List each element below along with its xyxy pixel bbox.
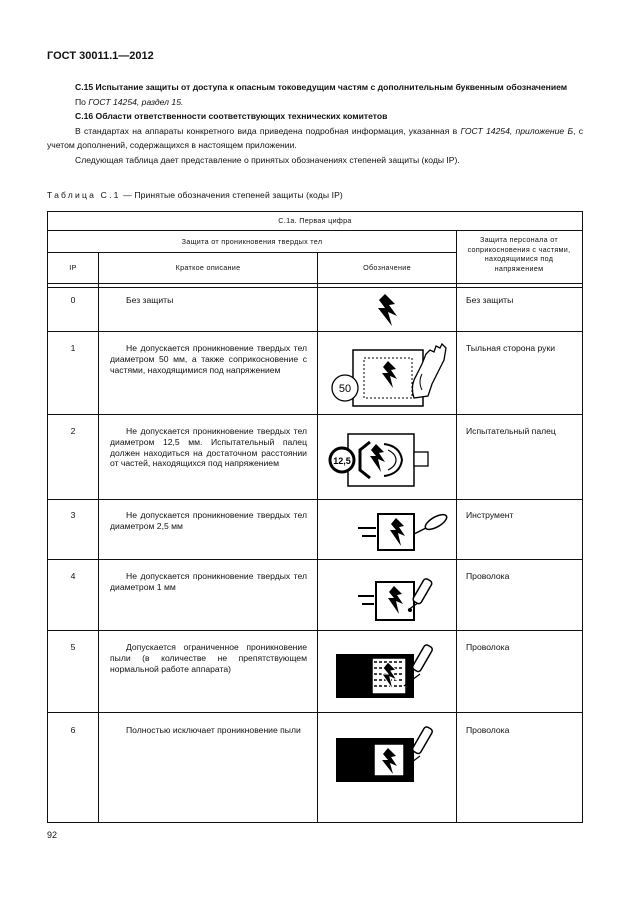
ip-value: 0: [70, 295, 76, 305]
row-protection: Испытательный палец: [466, 426, 556, 436]
c16-title: С.16 Области ответственности соответствующих технических комитетов: [75, 111, 388, 122]
col-header-ip: IP: [69, 263, 77, 272]
icon-label-50: 50: [338, 383, 352, 395]
dust-tight-icon: [318, 720, 456, 792]
row-protection: Инструмент: [466, 510, 514, 520]
row-protection: Без защиты: [466, 295, 514, 305]
tool-icon: [318, 502, 456, 556]
ip-value: 6: [70, 725, 76, 735]
group-header: Защита от проникновения твердых тел: [181, 237, 323, 246]
c15-title: С.15 Испытание защиты от доступа к опасным токоведущим частям с дополнительным буквенным обозначением: [75, 82, 568, 92]
c15-reference: По ГОСТ 14254, раздел 15.: [75, 96, 184, 107]
ip-value: 2: [70, 426, 76, 436]
c16-paragraph-2: Следующая таблица дает представление о принятых обозначениях степеней защиты (коды IP).: [75, 154, 460, 165]
ip-value: 1: [70, 343, 76, 353]
row-description: Допускается ограниченное проникновение пыли (в количестве не препятствующем нормальной работе аппарата): [110, 642, 307, 674]
ip-value: 4: [70, 571, 76, 581]
col-header-desc: Краткое описание: [175, 263, 241, 272]
col-header-symbol: Обозначение: [363, 263, 411, 272]
page-number: 92: [47, 830, 58, 840]
row-description: Без защиты: [126, 295, 174, 305]
icon-label-12-5: 12,5: [333, 456, 351, 466]
document-header: ГОСТ 30011.1—2012: [47, 50, 154, 62]
bolt-only-icon: [318, 292, 456, 328]
row-protection: Проволока: [466, 571, 510, 581]
ip-codes-table: [47, 211, 583, 823]
finger-12-5mm-icon: [318, 422, 456, 494]
table-caption: Таблица С.1 — Принятые обозначения степеней защиты (коды IP): [47, 190, 343, 200]
hand-50mm-icon: [318, 336, 456, 412]
row-description: Не допускается проникновение твердых тел диаметром 1 мм: [110, 571, 307, 592]
row-description: Не допускается проникновение твердых тел диаметром 50 мм, а также соприкосновение с частями, находящимися под напряжением: [110, 343, 307, 375]
row-protection: Проволока: [466, 642, 510, 652]
wire-icon: [318, 564, 456, 626]
c16-paragraph-1: В стандартах на аппараты конкретного вида приведена подробная информация, указанная в ГОСТ 14254, приложение Б, с учетом дополнений, содержащихся в настоящем приложении.: [47, 125, 584, 151]
col-header-protection: Защита персонала от соприкосновения с частями, находящимися под напряжением: [467, 235, 571, 273]
row-description: Не допускается проникновение твердых тел диаметром 12,5 мм. Испытательный палец должен находиться на достаточном расстоянии от частей, находящихся под напряжением: [110, 426, 307, 469]
row-protection: Проволока: [466, 725, 510, 735]
section-c15: [47, 80, 583, 168]
table-subtitle: С.1а. Первая цифра: [278, 216, 352, 225]
row-protection: Тыльная сторона руки: [466, 343, 556, 353]
dust-protected-icon: [318, 636, 456, 708]
ip-value: 3: [70, 510, 76, 520]
row-description: Не допускается проникновение твердых тел диаметром 2,5 мм: [110, 510, 307, 531]
row-description: Полностью исключает проникновение пыли: [126, 725, 301, 735]
ip-value: 5: [70, 642, 76, 652]
